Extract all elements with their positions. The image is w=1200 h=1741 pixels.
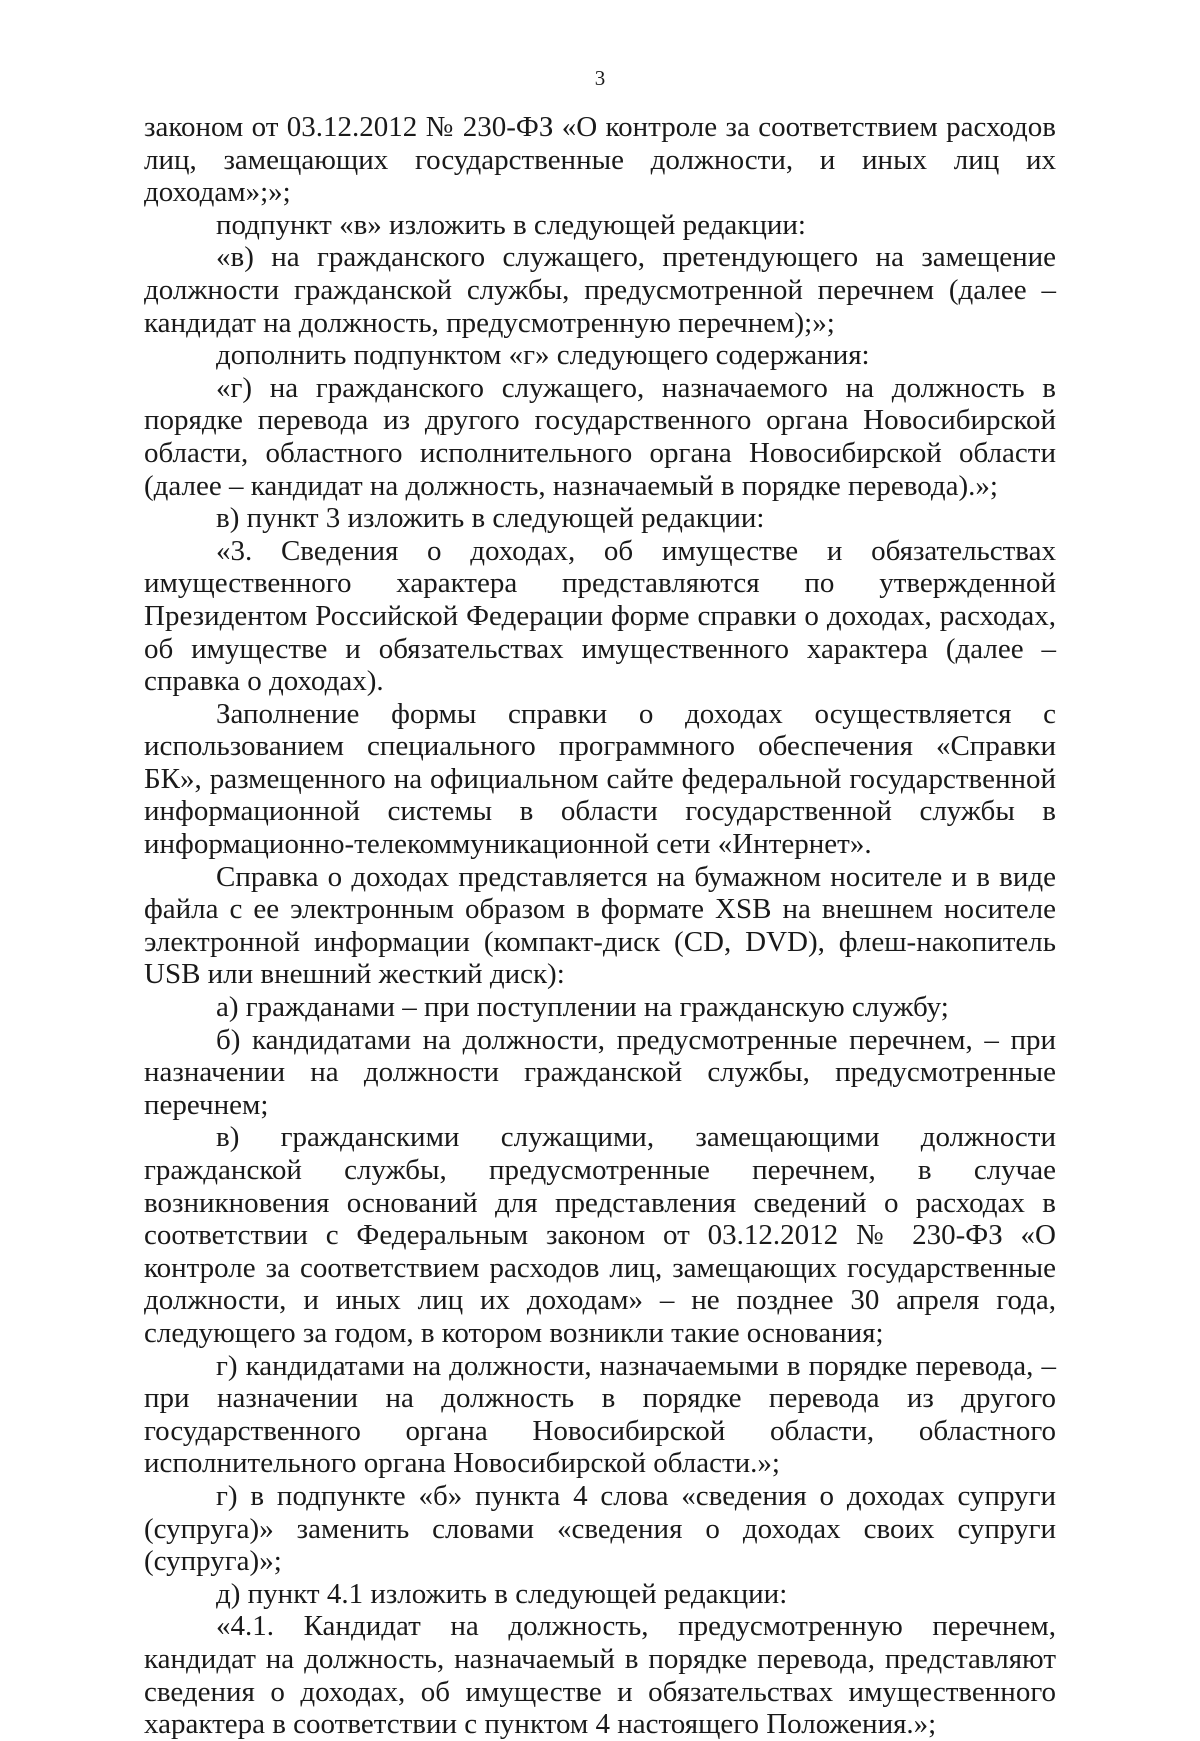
paragraph-1: законом от 03.12.2012 № 230-ФЗ «О контроле за соответствием расходов лиц, замещающих государственные должности, и иных лиц их доходам»;»; xyxy=(144,111,1056,209)
page-number: 3 xyxy=(594,66,606,90)
paragraph-4: дополнить подпунктом «г» следующего содержания: xyxy=(216,339,870,372)
paragraph-14: г) в подпункте «б» пункта 4 слова «сведения о доходах супруги (супруга)» заменить словами «сведения о доходах своих супруги (супруга)»; xyxy=(144,1479,1056,1578)
document-body xyxy=(144,111,1056,1741)
paragraph-12: в) гражданскими служащими, замещающими должности гражданской службы, предусмотренные перечнем, в случае возникновения оснований для представления сведений о расходах в соответствии с Федеральным законом от 03.12.2012 № 230-ФЗ «О контроле за соответствием расходов лиц, замещающих государственные должности, и иных лиц их доходам» – не позднее 30 апреля года, следующего за годом, в котором возникли такие основания; xyxy=(144,1121,1056,1349)
paragraph-11: б) кандидатами на должности, предусмотренные перечнем, – при назначении на должности гражданской службы, предусмотренные перечнем; xyxy=(144,1023,1056,1121)
paragraph-3: «в) на гражданского служащего, претендующего на замещение должности гражданской службы, предусмотренной перечнем (далее – кандидат на должность, предусмотренную перечнем);»; xyxy=(144,241,1056,339)
paragraph-7: «3. Сведения о доходах, об имуществе и обязательствах имущественного характера представляются по утвержденной Президентом Российской Федерации форме справки о доходах, расходах, об имуществе и обязательствах имущественного характера (далее – справка о доходах). xyxy=(144,534,1056,698)
paragraph-2: подпункт «в» изложить в следующей редакции: xyxy=(216,208,806,241)
paragraph-15: д) пункт 4.1 изложить в следующей редакции: xyxy=(216,1577,788,1610)
paragraph-5: «г) на гражданского служащего, назначаемого на должность в порядке перевода из другого государственного органа Новосибирской области, областного исполнительного органа Новосибирской области (далее – кандидат на должность, назначаемый в порядке перевода).»; xyxy=(144,371,1056,502)
paragraph-8: Заполнение формы справки о доходах осуществляется с использованием специального программного обеспечения «Справки БК», размещенного на официальном сайте федеральной государственной информационной системы в области государственной службы в информационно-телекоммуникационной сети «Интернет». xyxy=(144,697,1056,861)
paragraph-16: «4.1. Кандидат на должность, предусмотренную перечнем, кандидат на должность, назначаемый в порядке перевода, представляют сведения о доходах, об имуществе и обязательствах имущественного характера в соответствии с пунктом 4 настоящего Положения.»; xyxy=(144,1610,1056,1741)
paragraph-6: в) пункт 3 изложить в следующей редакции: xyxy=(216,502,765,535)
paragraph-13: г) кандидатами на должности, назначаемыми в порядке перевода, – при назначении на должность в порядке перевода из другого государственного органа Новосибирской области, областного исполнительного органа Новосибирской области.»; xyxy=(144,1349,1056,1480)
paragraph-9: Справка о доходах представляется на бумажном носителе и в виде файла с ее электронным образом в формате XSB на внешнем носителе электронной информации (компакт-диск (CD, DVD), флеш-накопитель USB или внешний жесткий диск): xyxy=(144,860,1056,991)
paragraph-10: а) гражданами – при поступлении на гражданскую службу; xyxy=(216,991,949,1024)
